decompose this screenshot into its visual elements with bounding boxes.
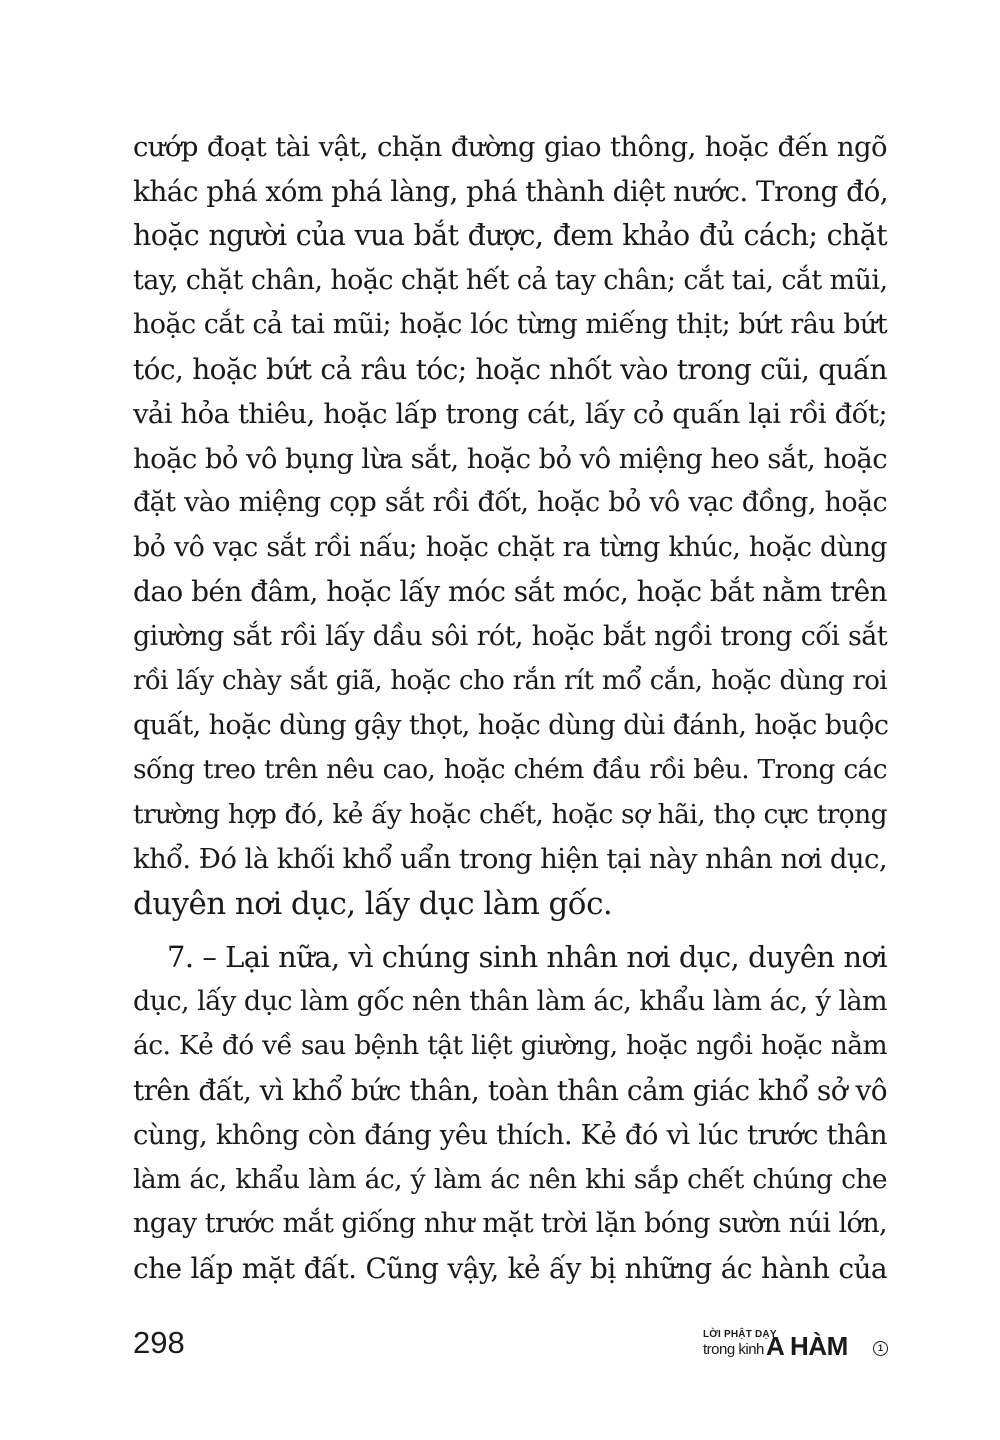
- text-line: trên đất, vì khổ bức thân, toàn thân cảm giác khổ sở vô: [133, 1073, 887, 1107]
- text-line: bỏ vô vạc sắt rồi nấu; hoặc chặt ra từng khúc, hoặc dùng: [133, 531, 887, 563]
- text-line: che lấp mặt đất. Cũng vậy, kẻ ấy bị những ác hành của: [133, 1251, 887, 1285]
- paragraph-1: [133, 125, 887, 926]
- text-line: khổ. Đó là khối khổ uẩn trong hiện tại này nhân nơi dục,: [133, 843, 887, 875]
- text-line: giường sắt rồi lấy dầu sôi rót, hoặc bắt ngồi trong cối sắt: [133, 620, 887, 652]
- logo-top-text: LỜI PHẬT DẠY: [703, 1329, 777, 1340]
- text-line: hoặc người của vua bắt được, đem khảo đủ cách; chặt: [133, 219, 887, 252]
- logo-title: A HÀM: [766, 1331, 848, 1361]
- text-line: trường hợp đó, kẻ ấy hoặc chết, hoặc sợ hãi, thọ cực trọng: [133, 798, 887, 830]
- book-title-logo: [703, 1327, 893, 1367]
- body-text: [133, 125, 887, 1291]
- text-line: khác phá xóm phá làng, phá thành diệt nước. Trong đó,: [133, 174, 889, 208]
- text-line: rồi lấy chày sắt giã, hoặc cho rắn rít mổ cắn, hoặc dùng roi: [133, 666, 887, 696]
- text-line: dao bén đâm, hoặc lấy móc sắt móc, hoặc bắt nằm trên: [133, 575, 887, 608]
- text-line: ác. Kẻ đó về sau bệnh tật liệt giường, hoặc ngồi hoặc nằm: [133, 1030, 887, 1061]
- text-line: cùng, không còn đáng yêu thích. Kẻ đó vì lúc trước thân: [133, 1119, 887, 1151]
- text-line: vải hỏa thiêu, hoặc lấp trong cát, lấy cỏ quấn lại rồi đốt;: [133, 398, 887, 430]
- text-line: ngay trước mắt giống như mặt trời lặn bóng sườn núi lớn,: [133, 1208, 887, 1239]
- text-line: làm ác, khẩu làm ác, ý làm ác nên khi sắp chết chúng che: [133, 1163, 887, 1195]
- text-line: quất, hoặc dùng gậy thọt, hoặc dùng dùi đánh, hoặc buộc: [133, 709, 889, 741]
- text-line: dục, lấy dục làm gốc nên thân làm ác, khẩu làm ác, ý làm: [133, 985, 887, 1017]
- text-line: hoặc bỏ vô bụng lừa sắt, hoặc bỏ vô miệng heo sắt, hoặc: [133, 442, 887, 475]
- paragraph-gap: [133, 926, 887, 935]
- text-line: duyên nơi dục, lấy dục làm gốc.: [133, 885, 613, 922]
- text-line: 7. – Lại nữa, vì chúng sinh nhân nơi dục, duyên nơi: [167, 940, 887, 974]
- text-line: hoặc cắt cả tai mũi; hoặc lóc từng miếng thịt; bứt râu bứt: [133, 309, 887, 340]
- logo-bottom-text: trong kinh: [703, 1341, 764, 1358]
- text-line: cướp đoạt tài vật, chặn đường giao thông, hoặc đến ngõ: [133, 131, 887, 163]
- text-line: đặt vào miệng cọp sắt rồi đốt, hoặc bỏ vô vạc đồng, hoặc: [133, 487, 887, 518]
- text-line: tay, chặt chân, hoặc chặt hết cả tay chân; cắt tai, cắt mũi,: [133, 264, 888, 296]
- paragraph-2: [133, 935, 887, 1291]
- page-number: 298: [133, 1325, 185, 1360]
- text-line: tóc, hoặc bứt cả râu tóc; hoặc nhốt vào trong cũi, quấn: [133, 352, 887, 386]
- volume-badge: 1: [873, 1341, 888, 1356]
- text-line: sống treo trên nêu cao, hoặc chém đầu rồi bêu. Trong các: [133, 754, 887, 785]
